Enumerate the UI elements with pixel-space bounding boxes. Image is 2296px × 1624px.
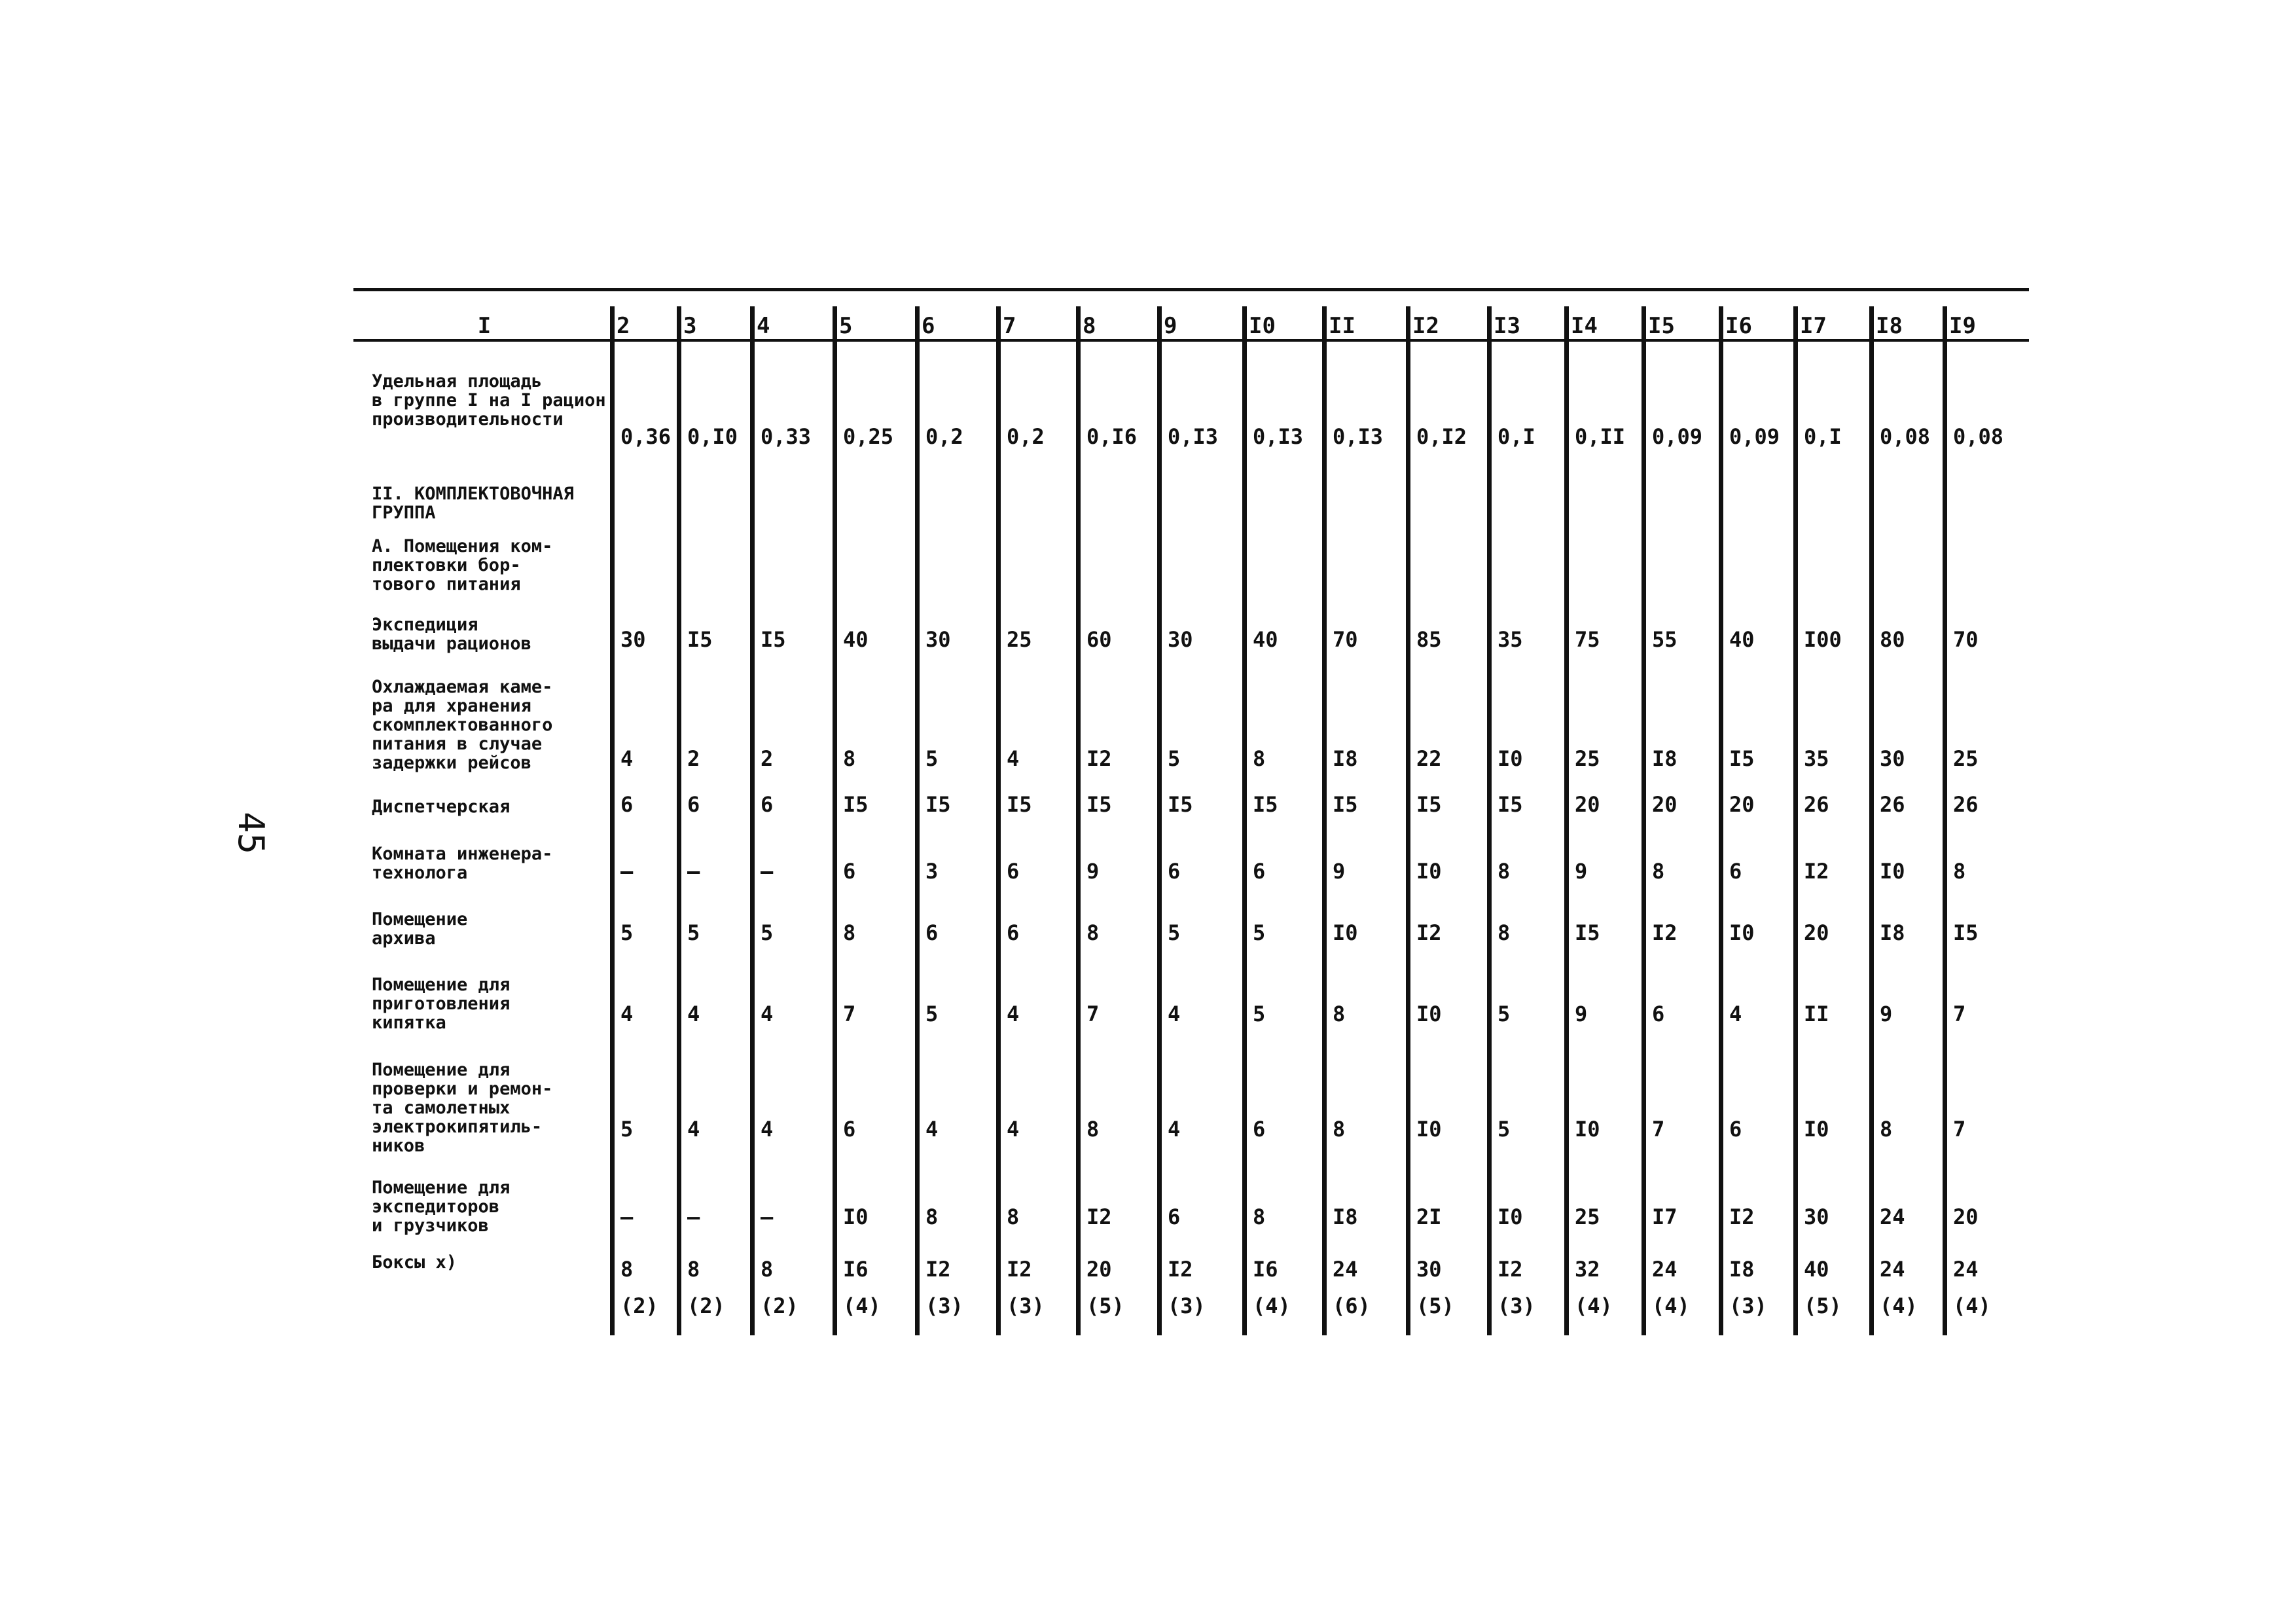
table-cell: 5 [925,746,939,771]
table-cell: 7 [1652,1117,1665,1142]
table-cell: 35 [1498,627,1523,652]
table-cell: 4 [761,1001,774,1026]
table-cell: 6 [620,792,634,817]
column-rule [996,306,1001,1335]
table-cell: 24 [1953,1257,1979,1282]
table-cell: 8 [1007,1204,1020,1229]
table-cell: I0 [1575,1117,1600,1142]
col-header: I8 [1876,313,1903,339]
table-cell: (4) [1253,1293,1291,1318]
table-cell: I8 [1333,1204,1358,1229]
table-cell: 6 [1253,1117,1266,1142]
table-cell: 70 [1333,627,1358,652]
table-cell: – [620,1204,634,1229]
col-header: I4 [1571,313,1598,339]
column-rule [1943,306,1947,1335]
table-cell: 6 [1007,920,1020,945]
table-cell: 9 [1575,1001,1588,1026]
table-cell: 32 [1575,1257,1600,1282]
col-header: 3 [683,313,697,339]
col-header: I7 [1800,313,1827,339]
col-header-1: I [477,313,492,339]
table-cell: 26 [1953,792,1979,817]
table-cell: 0,25 [843,424,894,449]
table-cell: 26 [1880,792,1905,817]
table-cell: 6 [843,859,856,884]
table-cell: 5 [1168,746,1181,771]
table-cell: 5 [1168,920,1181,945]
table-cell: 4 [620,746,634,771]
table-cell: I5 [1575,920,1600,945]
table-cell: 4 [1168,1001,1181,1026]
table-cell: 24 [1880,1204,1905,1229]
table-cell: 0,I3 [1333,424,1384,449]
table-cell: 9 [1086,859,1100,884]
table-cell: 6 [1007,859,1020,884]
col-header: 9 [1164,313,1177,339]
table-cell: (3) [1729,1293,1767,1318]
table-cell: I0 [1416,1001,1442,1026]
table-cell: 30 [1804,1204,1829,1229]
table-cell: I5 [1168,792,1193,817]
table-cell: 5 [620,1117,634,1142]
table-cell: (3) [1498,1293,1535,1318]
table-cell: 6 [1729,859,1742,884]
table-cell: 8 [620,1257,634,1282]
table-cell: I2 [1007,1257,1032,1282]
table-cell: 30 [1416,1257,1442,1282]
table-cell: (4) [1953,1293,1991,1318]
table-cell: 2 [687,746,700,771]
table-cell: 20 [1729,792,1755,817]
table-cell: 25 [1007,627,1032,652]
row-label: II. КОМПЛЕКТОВОЧНАЯ ГРУППА [372,484,574,523]
col-header: 7 [1003,313,1016,339]
table-cell: 6 [761,792,774,817]
table-cell: 5 [1498,1117,1511,1142]
table-cell: 8 [843,746,856,771]
table-cell: I0 [1416,1117,1442,1142]
table-cell: (3) [1168,1293,1206,1318]
table-cell: – [761,859,774,884]
table-cell: 5 [1498,1001,1511,1026]
column-rule [1641,306,1646,1335]
table-cell: 8 [687,1257,700,1282]
column-rule [1406,306,1410,1335]
table-cell: 20 [1086,1257,1112,1282]
table-cell: (3) [1007,1293,1045,1318]
table-cell: 0,09 [1652,424,1703,449]
column-rule [1076,306,1081,1335]
table-cell: I8 [1333,746,1358,771]
table-cell: I2 [1652,920,1677,945]
column-rule [750,306,755,1335]
table-cell: I0 [1498,1204,1523,1229]
table-cell: I0 [1416,859,1442,884]
table-cell: 24 [1333,1257,1358,1282]
table-cell: 8 [1086,920,1100,945]
table-cell: I5 [1007,792,1032,817]
table-cell: 0,33 [761,424,812,449]
table-cell: I5 [1729,746,1755,771]
column-rule [1322,306,1327,1335]
table-cell: 5 [761,920,774,945]
table-cell: I2 [1168,1257,1193,1282]
table-cell: – [687,859,700,884]
table-cell: (2) [761,1293,798,1318]
table-cell: I0 [1880,859,1905,884]
row-label: Помещение для экспедиторов и грузчиков [372,1178,511,1236]
table-cell: I00 [1804,627,1842,652]
table-cell: 7 [843,1001,856,1026]
table-cell: 0,08 [1880,424,1931,449]
table-cell: 8 [1253,1204,1266,1229]
table-cell: I2 [1086,746,1112,771]
row-label: Удельная площадь в группе I на I рацион производительности [372,371,606,429]
row-label: Боксы x) [372,1252,457,1272]
table-cell: I6 [843,1257,869,1282]
table-cell: 6 [687,792,700,817]
table-cell: 4 [1007,1001,1020,1026]
table-cell: 8 [1880,1117,1893,1142]
table-cell: 22 [1416,746,1442,771]
page-number: 45 [230,812,272,855]
table-cell: (3) [925,1293,963,1318]
col-header: I6 [1725,313,1752,339]
column-rule [1719,306,1723,1335]
table-cell: 30 [620,627,646,652]
row-label: Экспедиция выдачи рационов [372,615,531,654]
table-cell: 25 [1575,1204,1600,1229]
table-cell: I0 [843,1204,869,1229]
table-cell: 8 [925,1204,939,1229]
table-cell: 8 [1333,1001,1346,1026]
table-cell: 0,09 [1729,424,1780,449]
table-cell: I8 [1652,746,1677,771]
table-cell: 0,I0 [687,424,738,449]
table-cell: 25 [1953,746,1979,771]
table-cell: (4) [843,1293,881,1318]
table-cell: (4) [1575,1293,1613,1318]
table-cell: 85 [1416,627,1442,652]
column-rule [833,306,837,1335]
col-header: 6 [922,313,935,339]
table-cell: 4 [1168,1117,1181,1142]
table-cell: – [761,1204,774,1229]
row-label: Помещение для приготовления кипятка [372,975,511,1033]
table-cell: 7 [1086,1001,1100,1026]
table-cell: (5) [1416,1293,1454,1318]
table-cell: 8 [843,920,856,945]
table-cell: 0,I6 [1086,424,1138,449]
table-cell: 0,36 [620,424,672,449]
table-cell: 5 [620,920,634,945]
row-label: Комната инженера- технолога [372,844,553,883]
table-cell: I5 [1498,792,1523,817]
table-cell: 9 [1333,859,1346,884]
table-cell: (6) [1333,1293,1371,1318]
table-cell: 6 [843,1117,856,1142]
table-cell: 30 [1880,746,1905,771]
table-cell: – [620,859,634,884]
table-cell: 5 [1253,920,1266,945]
table-cell: 4 [1007,746,1020,771]
table-cell: 35 [1804,746,1829,771]
table-cell: 5 [687,920,700,945]
table-cell: 5 [925,1001,939,1026]
table-cell: I2 [1416,920,1442,945]
table-cell: 4 [925,1117,939,1142]
header-bottom-rule [353,339,2029,342]
table-cell: 0,I [1804,424,1842,449]
table-cell: 6 [925,920,939,945]
table-cell: 60 [1086,627,1112,652]
column-rule [1793,306,1798,1335]
table-cell: (5) [1086,1293,1124,1318]
table-cell: 0,08 [1953,424,2004,449]
table-cell: I5 [687,627,713,652]
table-cell: 40 [1729,627,1755,652]
table-cell: 30 [1168,627,1193,652]
table-cell: 20 [1652,792,1677,817]
table-cell: 0,I3 [1168,424,1219,449]
table-cell: 0,2 [925,424,963,449]
table-cell: I2 [1498,1257,1523,1282]
table-cell: I5 [843,792,869,817]
table-cell: 20 [1804,920,1829,945]
table-cell: I8 [1729,1257,1755,1282]
table-cell: 8 [1253,746,1266,771]
table-cell: I8 [1880,920,1905,945]
table-cell: I2 [925,1257,951,1282]
table-cell: 9 [1880,1001,1893,1026]
table-cell: I5 [925,792,951,817]
table-cell: 8 [1333,1117,1346,1142]
table-cell: 80 [1880,627,1905,652]
table-cell: 70 [1953,627,1979,652]
table-cell: 24 [1880,1257,1905,1282]
table-cell: 7 [1953,1001,1966,1026]
row-label: Помещение архива [372,909,468,948]
table-cell: 6 [1652,1001,1665,1026]
table-cell: (4) [1880,1293,1918,1318]
table-cell: 0,II [1575,424,1626,449]
table-cell: 6 [1253,859,1266,884]
table-cell: 4 [687,1117,700,1142]
table-cell: 24 [1652,1257,1677,1282]
table-cell: 0,I2 [1416,424,1467,449]
table-cell: 9 [1575,859,1588,884]
table-cell: I5 [1253,792,1278,817]
table-cell: – [687,1204,700,1229]
table-cell: 7 [1953,1117,1966,1142]
col-header: 5 [839,313,853,339]
column-rule [1157,306,1162,1335]
table-cell: 26 [1804,792,1829,817]
table-cell: 4 [1729,1001,1742,1026]
table-cell: 8 [1953,859,1966,884]
column-rule [1564,306,1569,1335]
row-label: Помещение для проверки и ремон- та самолетных электрокипятиль- ников [372,1060,553,1156]
table-cell: 25 [1575,746,1600,771]
table-top-rule [353,288,2029,291]
table-cell: I5 [1086,792,1112,817]
table-cell: (5) [1804,1293,1842,1318]
row-label: Охлаждаемая каме- ра для хранения скомплектованного питания в случае задержки рейсов [372,677,553,773]
col-header: 8 [1083,313,1096,339]
table-cell: I5 [1333,792,1358,817]
table-cell: 0,I3 [1253,424,1304,449]
table-cell: (2) [687,1293,725,1318]
table-cell: 8 [1086,1117,1100,1142]
table-cell: II [1804,1001,1829,1026]
col-header: I9 [1949,313,1976,339]
table-cell: 2I [1416,1204,1442,1229]
table-cell: 55 [1652,627,1677,652]
table-cell: 4 [620,1001,634,1026]
table-cell: 8 [1498,920,1511,945]
col-header: I3 [1494,313,1520,339]
table-cell: 0,2 [1007,424,1045,449]
table-cell: 75 [1575,627,1600,652]
col-header: 2 [617,313,630,339]
table-cell: 8 [761,1257,774,1282]
table-cell: I5 [1416,792,1442,817]
table-cell: 8 [1498,859,1511,884]
table-cell: I5 [1953,920,1979,945]
table-cell: 4 [1007,1117,1020,1142]
table-cell: 4 [761,1117,774,1142]
table-cell: 6 [1168,859,1181,884]
column-rule [1242,306,1247,1335]
table-cell: I0 [1498,746,1523,771]
table-cell: 4 [687,1001,700,1026]
column-rule [1487,306,1492,1335]
table-cell: I2 [1086,1204,1112,1229]
table-cell: 5 [1253,1001,1266,1026]
col-header: II [1329,313,1355,339]
table-cell: 20 [1575,792,1600,817]
col-header: I5 [1648,313,1675,339]
row-label: Диспетчерская [372,797,511,817]
col-header: I0 [1249,313,1276,339]
col-header: I2 [1412,313,1439,339]
table-cell: 40 [1253,627,1278,652]
column-rule [677,306,681,1335]
table-cell: 2 [761,746,774,771]
col-header: 4 [757,313,770,339]
table-cell: 6 [1729,1117,1742,1142]
column-rule [1869,306,1874,1335]
table-cell: I2 [1729,1204,1755,1229]
table-cell: I7 [1652,1204,1677,1229]
table-cell: I6 [1253,1257,1278,1282]
table-cell: (2) [620,1293,658,1318]
table-cell: (4) [1652,1293,1690,1318]
table-cell: 0,I [1498,424,1535,449]
row-label: А. Помещения ком- плектовки бор- тового питания [372,536,553,594]
table-cell: 3 [925,859,939,884]
table-cell: 40 [1804,1257,1829,1282]
table-cell: 40 [843,627,869,652]
table-cell: I5 [761,627,786,652]
table-cell: I2 [1804,859,1829,884]
table-cell: I0 [1729,920,1755,945]
column-rule [915,306,920,1335]
table-cell: I0 [1804,1117,1829,1142]
table-cell: 8 [1652,859,1665,884]
table-cell: 20 [1953,1204,1979,1229]
table-cell: I0 [1333,920,1358,945]
table-cell: 6 [1168,1204,1181,1229]
table-cell: 30 [925,627,951,652]
